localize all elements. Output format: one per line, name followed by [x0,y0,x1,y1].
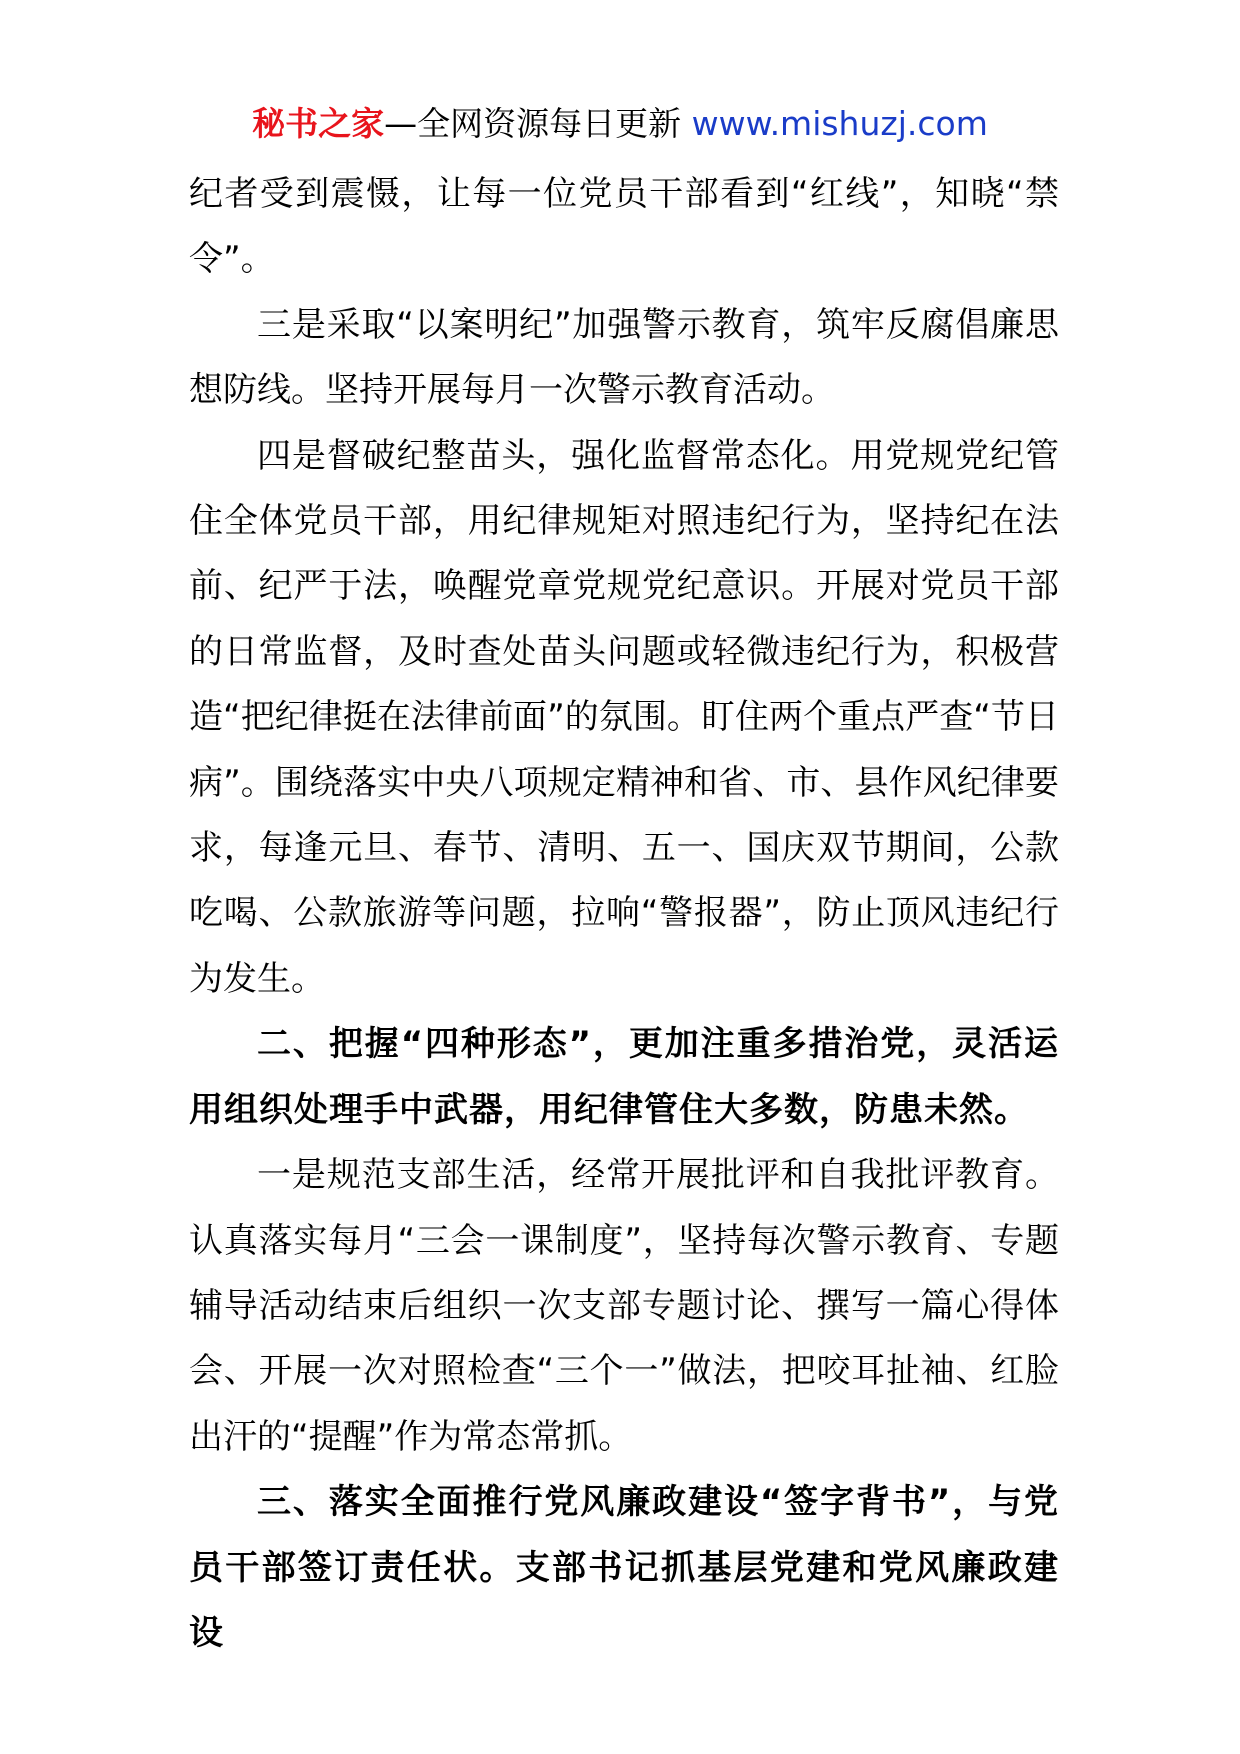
paragraph: 四是督破纪整苗头，强化监督常态化。用党规党纪管住全体党员干部，用纪律规矩对照违纪行为，坚持纪在法前、纪严于法，唤醒党章党规党纪意识。开展对党员干部的日常监督，及时查处苗头问题或轻微违纪行为，积极营造“把纪律挺在法律前面”的氛围。盯住两个重点严查“节日病”。围绕落实中央八项规定精神和省、市、县作风纪律要求，每逢元旦、春节、清明、五一、国庆双节期间，公款吃喝、公款旅游等问题，拉响“警报器”，防止顶风违纪行为发生。 [189,435,1059,999]
paragraph: 三是采取“以案明纪”加强警示教育，筑牢反腐倡廉思想防线。坚持开展每月一次警示教育活动。 [189,304,1059,411]
brand-name: 秘书之家 [252,104,385,143]
section-heading: 二、把握“四种形态”，更加注重多措治党，灵活运用组织处理手中武器，用纪律管住大多数，防患未然。 [189,1024,1059,1130]
document-body [189,162,1059,1666]
site-url[interactable]: www.mishuzj.com [691,104,988,143]
site-header [0,100,1240,148]
paragraph: 纪者受到震慑，让每一位党员干部看到“红线”，知晓“禁令”。 [189,174,1059,280]
header-tagline: —全网资源每日更新 [384,104,692,143]
paragraph: 一是规范支部生活，经常开展批评和自我批评教育。认真落实每月“三会一课制度”，坚持每次警示教育、专题辅导活动结束后组织一次支部专题讨论、撰写一篇心得体会、开展一次对照检查“三个一”做法，把咬耳扯袖、红脸出汗的“提醒”作为常态常抓。 [189,1155,1059,1457]
section-heading: 三、落实全面推行党风廉政建设“签字背书”，与党员干部签订责任状。支部书记抓基层党建和党风廉政建设 [189,1482,1059,1653]
